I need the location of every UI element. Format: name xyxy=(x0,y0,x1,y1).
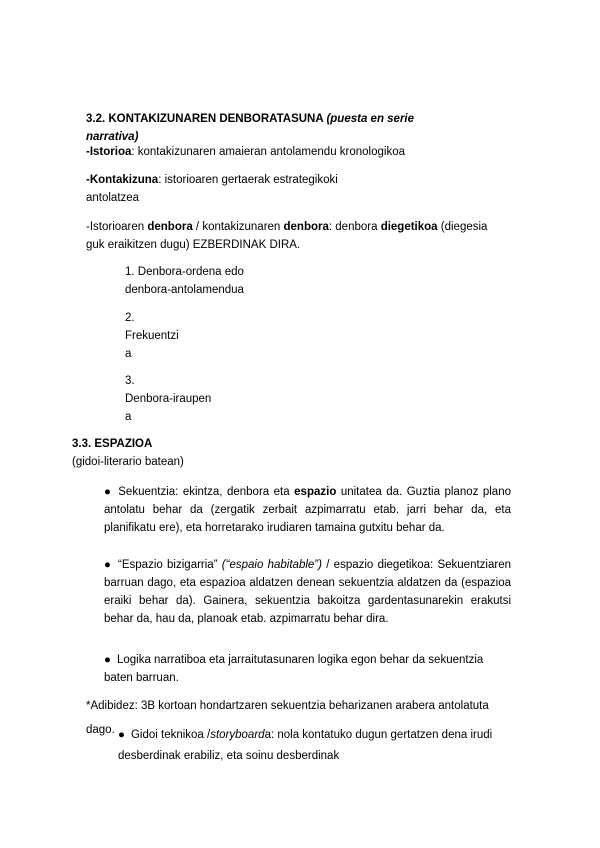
list-item-2-line-3: a xyxy=(125,348,132,360)
example-paragraph xyxy=(86,697,526,715)
istorioa-label: -Istorioa xyxy=(86,146,132,158)
list-item-1-line-1: 1. Denbora-ordena edo xyxy=(125,266,244,278)
heading-italic-text: (puesta en serie xyxy=(326,113,415,125)
denbora-line-2: guk eraikitzen dugu) EZBERDINAK DIRA. xyxy=(86,239,301,251)
bullet-4-text-2: a: nola kontatuko dugun gertatzen dena irudi xyxy=(264,729,493,741)
kontakizuna-label: -Kontakizuna xyxy=(86,174,159,186)
bullet-1-text: Sekuentzia: ekintza, denbora eta xyxy=(118,486,295,498)
bullet-4-text: Gidoi teknikoa / xyxy=(130,729,211,741)
bullet-icon: ● xyxy=(104,654,111,666)
bullet-paragraph-4 xyxy=(118,725,538,767)
bullet-2-text: “Espazio bizigarria” xyxy=(118,559,222,571)
denbora-text-part-2: / kontakizunaren xyxy=(192,221,284,233)
espazioa-subheading: (gidoi-literario batean) xyxy=(72,456,184,468)
heading-bold-text: 3.2. KONTAKIZUNAREN DENBORATASUNA xyxy=(86,113,324,125)
section-heading-3-2 xyxy=(86,110,506,146)
kontakizuna-text: : istorioaren gertaerak estrategikoki xyxy=(158,174,338,186)
istorioa-text: : kontakizunaren amaieran antolamendu kronologikoa xyxy=(131,146,405,158)
example-line-1: *Adibidez: 3B kortoan hondartzaren sekuentzia beharizanen arabera antolatuta xyxy=(86,700,489,712)
bullet-paragraph-2 xyxy=(104,556,511,628)
bullet-4-line-2: desberdinak erabiliz, eta soinu desberdinak xyxy=(118,750,340,762)
denbora-text-part-3: : denbora xyxy=(328,221,381,233)
denbora-text-part-4: (diegesia xyxy=(437,221,488,233)
denbora-bold-1: denbora xyxy=(147,221,193,233)
list-item-1-line-2: denbora-antolamendua xyxy=(125,284,244,296)
list-item-3 xyxy=(125,372,325,426)
list-item-2-line-2: Frekuentzi xyxy=(125,330,179,342)
bullet-icon: ● xyxy=(104,486,113,498)
bullet-paragraph-3 xyxy=(104,651,524,687)
bullet-2-italic: (“espaio habitable”) xyxy=(221,559,322,571)
bullet-paragraph-1 xyxy=(104,483,511,537)
denbora-bold-2: denbora xyxy=(283,221,329,233)
denbora-paragraph xyxy=(86,218,526,254)
kontakizuna-definition xyxy=(86,171,526,207)
storyboard-italic: storyboard xyxy=(210,729,265,741)
section-heading-3-3 xyxy=(72,435,372,471)
denbora-text-part: -Istorioaren xyxy=(86,221,148,233)
example-line-2: dago. xyxy=(86,724,115,736)
list-item-3-line-1: 3. xyxy=(125,375,135,387)
list-item-2 xyxy=(125,309,325,363)
heading-italic-text-2: narrativa) xyxy=(86,131,139,143)
bullet-icon: ● xyxy=(118,729,125,741)
list-item-3-line-2: Denbora-iraupen xyxy=(125,393,212,405)
istorioa-definition xyxy=(86,143,526,161)
list-item-2-line-1: 2. xyxy=(125,312,135,324)
bullet-3-line-2: baten barruan. xyxy=(104,672,179,684)
bullet-icon: ● xyxy=(104,559,113,571)
list-item-3-line-3: a xyxy=(125,411,132,423)
bullet-1-text-2: unitatea da. Guztia planoz plano antolatu behar da (zergatik zerbait azpimarratu etab. jarri behar da, eta planifikatu ere), eta horretarako irudiaren tamaina gutxitu behar da. xyxy=(104,486,511,534)
kontakizuna-text-2: antolatzea xyxy=(86,192,140,204)
espazio-bold: espazio xyxy=(294,486,337,498)
espazioa-heading: 3.3. ESPAZIOA xyxy=(72,438,153,450)
bullet-3-line-1: Logika narratiboa eta jarraitutasunaren logika egon behar da sekuentzia xyxy=(116,654,484,666)
bullet-2-text-2: / espazio diegetikoa: Sekuentziaren barruan dago, eta espazioa aldatzen denean sekuentzia aldatzen da (espazioa eraiki behar da). Gainera, sekuentzia bakoitza gardentasunarekin erakutsi behar da, hau da, planoak etab. azpimarratu behar dira. xyxy=(104,559,511,625)
list-item-1 xyxy=(125,263,325,299)
diegetikoa-bold: diegetikoa xyxy=(380,221,438,233)
